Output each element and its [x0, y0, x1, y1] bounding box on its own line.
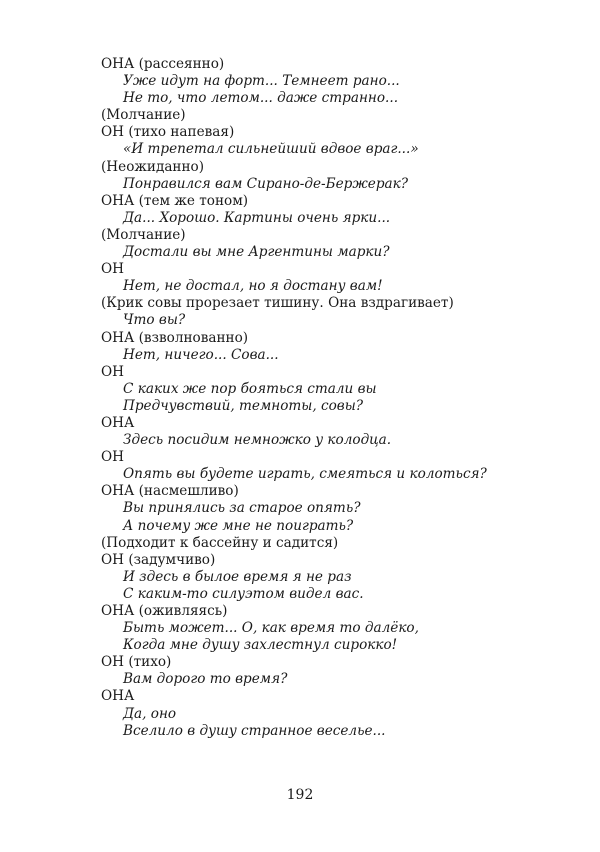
verse-line: Не то, что летом... даже странно... — [123, 90, 399, 107]
stage-direction-line: ОНА (взволнованно) — [101, 329, 249, 346]
stage-direction-line: ОНА — [101, 414, 135, 431]
verse-line: А почему же мне не поиграть? — [123, 517, 354, 534]
verse-line: Когда мне душу захлестнул сирокко! — [123, 637, 398, 654]
verse-line: Уже идут на форт... Темнеет рано... — [123, 73, 400, 90]
stage-direction-line: ОНА (тем же тоном) — [101, 192, 249, 209]
verse-line: Нет, не достал, но я достану вам! — [123, 278, 383, 295]
verse-line: Что вы? — [123, 312, 186, 329]
stage-direction-line: ОНА (насмешливо) — [101, 483, 239, 500]
verse-line: Вы принялись за старое опять? — [123, 500, 361, 517]
verse-line: Предчувствий, темноты, совы? — [123, 397, 364, 414]
verse-line: Здесь посидим немножко у колодца. — [123, 432, 392, 449]
stage-direction-line: (Крик совы прорезает тишину. Она вздрагивает) — [101, 295, 454, 312]
stage-direction-line: ОН (тихо напевая) — [101, 124, 235, 141]
verse-line: Достали вы мне Аргентины марки? — [123, 244, 390, 261]
verse-line: Опять вы будете играть, смеяться и колоться? — [123, 466, 487, 483]
stage-direction-line: ОН — [101, 449, 124, 466]
stage-direction-line: (Неожиданно) — [101, 158, 205, 175]
stage-direction-line: ОНА (рассеянно) — [101, 56, 225, 72]
verse-line: «И трепетал сильнейший вдвое враг...» — [123, 141, 419, 158]
play-text — [101, 56, 541, 740]
verse-line: Да, оно — [123, 705, 177, 722]
verse-line: С каким-то силуэтом видел вас. — [123, 585, 364, 602]
stage-direction-line: ОН (задумчиво) — [101, 551, 216, 568]
stage-direction-line: ОН — [101, 261, 124, 278]
stage-direction-line: ОН — [101, 363, 124, 380]
stage-direction-line: (Молчание) — [101, 107, 186, 124]
verse-line: Нет, ничего... Сова... — [123, 346, 279, 363]
stage-direction-line: (Подходит к бассейну и садится) — [101, 534, 339, 551]
verse-line: С каких же пор бояться стали вы — [123, 380, 377, 397]
verse-line: Вам дорого то время? — [123, 671, 288, 688]
stage-direction-line: ОНА (оживляясь) — [101, 603, 228, 619]
verse-line: Да... Хорошо. Картины очень ярки... — [123, 209, 391, 226]
verse-line: Понравился вам Сирано-де-Бержерак? — [123, 175, 409, 192]
stage-direction-line: ОН (тихо) — [101, 654, 172, 671]
verse-line: Вселило в душу странное веселье... — [123, 722, 386, 739]
stage-direction-line: ОНА — [101, 688, 135, 705]
page-number: 192 — [286, 787, 314, 803]
verse-line: И здесь в былое время я не раз — [123, 568, 352, 585]
verse-line: Быть может... О, как время то далёко, — [123, 620, 419, 637]
stage-direction-line: (Молчание) — [101, 226, 186, 243]
